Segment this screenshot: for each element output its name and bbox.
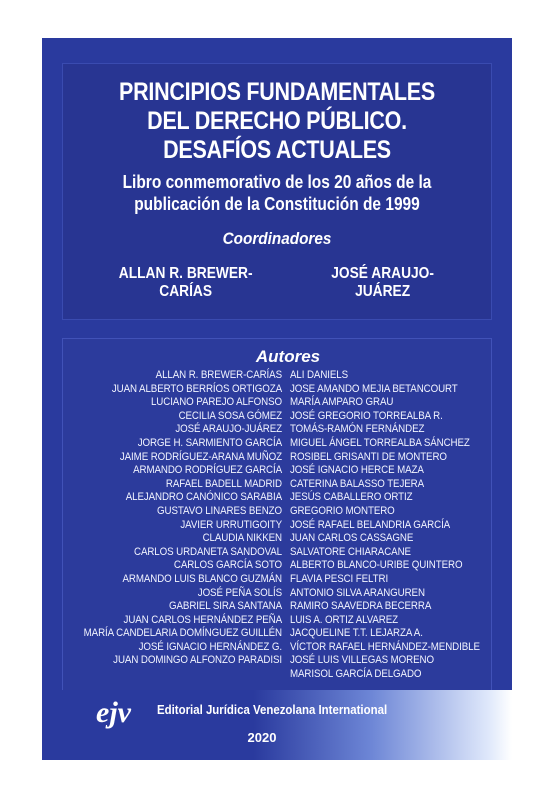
author-name: JOSÉ LUIS VILLEGAS MORENO [290, 654, 434, 667]
author-name: ALEJANDRO CANÓNICO SARABIA [125, 491, 282, 504]
author-name: JOSÉ ARAUJO-JUÁREZ [175, 423, 282, 436]
author-name: ANTONIO SILVA ARANGUREN [290, 586, 425, 599]
author-name: JAIME RODRÍGUEZ-ARANA MUÑOZ [119, 450, 282, 463]
coordinator-name: ALLAN R. BREWER-CARÍAS [118, 265, 253, 300]
publisher-logo [94, 692, 154, 732]
author-name: CATERINA BALASSO TEJERA [290, 477, 425, 490]
coordinators-list [93, 265, 461, 301]
title-line: DEL DERECHO PÚBLICO. [147, 107, 407, 135]
authors-panel [62, 338, 492, 726]
author-name: JOSÉ IGNACIO HERNÁNDEZ G. [138, 640, 282, 653]
author-name: RAFAEL BADELL MADRID [165, 477, 282, 490]
author-name: CECILIA SOSA GÓMEZ [178, 409, 282, 422]
author-name: MARISOL GARCÍA DELGADO [290, 668, 422, 681]
author-name: JOSÉ GREGORIO TORREALBA R. [290, 409, 443, 422]
title-line: DESAFÍOS ACTUALES [163, 136, 391, 164]
author-name: CARLOS GARCÍA SOTO [173, 559, 282, 572]
author-name: ALI DANIELS [290, 369, 349, 381]
subtitle-line: Libro conmemorativo de los 20 años de la [122, 172, 432, 192]
author-name: JOSÉ PEÑA SOLÍS [197, 586, 282, 599]
author-name: JUAN CARLOS CASSAGNE [290, 532, 414, 545]
author-name: ARMANDO RODRÍGUEZ GARCÍA [133, 464, 282, 477]
logo-text: ejv [96, 696, 131, 729]
author-name: JACQUELINE T.T. LEJARZA A. [290, 627, 423, 640]
author-name: MARÍA CANDELARIA DOMÍNGUEZ GUILLÉN [83, 627, 282, 640]
author-name: JESÚS CABALLERO ORTIZ [290, 491, 413, 504]
publisher-name: Editorial Jurídica Venezolana International [157, 702, 388, 717]
title-line: PRINCIPIOS FUNDAMENTALES [119, 78, 435, 106]
author-name: FLAVIA PESCI FELTRI [290, 572, 389, 585]
author-name: TOMÁS-RAMÓN FERNÁNDEZ [290, 423, 425, 436]
authors-column-left [63, 369, 290, 682]
book-title [93, 78, 461, 165]
author-name: GUSTAVO LINARES BENZO [157, 504, 282, 517]
authors-label: Autores [255, 347, 321, 366]
author-name: MIGUEL ÁNGEL TORREALBA SÁNCHEZ [290, 436, 470, 449]
coordinator-name: JOSÉ ARAUJO-JUÁREZ [331, 265, 434, 300]
author-name: JUAN ALBERTO BERRÍOS ORTIGOZA [111, 382, 283, 395]
author-name: JOSÉ IGNACIO HERCE MAZA [290, 464, 424, 477]
author-name: JUAN CARLOS HERNÁNDEZ PEÑA [123, 613, 282, 626]
author-name: RAMIRO SAAVEDRA BECERRA [290, 600, 432, 613]
author-name: JOSÉ RAFAEL BELANDRIA GARCÍA [290, 518, 451, 531]
author-name: JUAN DOMINGO ALFONZO PARADISI [113, 654, 282, 667]
publication-year: 2020 [247, 730, 277, 745]
publisher-band [42, 690, 512, 760]
book-cover [42, 38, 512, 760]
authors-column-right [290, 369, 490, 682]
author-name: ARMANDO LUIS BLANCO GUZMÁN [122, 572, 282, 585]
title-panel [62, 63, 492, 320]
author-name: GABRIEL SIRA SANTANA [169, 600, 282, 613]
author-name: CLAUDIA NIKKEN [202, 532, 282, 545]
author-name: CARLOS URDANETA SANDOVAL [133, 545, 282, 558]
author-name: JAVIER URRUTIGOITY [180, 518, 282, 531]
author-name: LUIS A. ORTIZ ALVAREZ [290, 613, 399, 626]
author-name: SALVATORE CHIARACANE [290, 545, 411, 558]
coordinators-label: Coordinadores [222, 229, 332, 248]
author-name: LUCIANO PAREJO ALFONSO [150, 396, 282, 409]
author-name: JOSE AMANDO MEJIA BETANCOURT [290, 382, 458, 395]
author-name: ALLAN R. BREWER-CARÍAS [155, 369, 282, 381]
author-name: JORGE H. SARMIENTO GARCÍA [137, 436, 282, 449]
author-name: MARÍA AMPARO GRAU [290, 396, 394, 409]
subtitle-line: publicación de la Constitución de 1999 [134, 194, 420, 214]
author-name: ALBERTO BLANCO-URIBE QUINTERO [290, 559, 463, 572]
book-subtitle [93, 171, 461, 215]
author-name: ROSIBEL GRISANTI DE MONTERO [290, 450, 447, 463]
author-name: GREGORIO MONTERO [290, 504, 395, 517]
author-name: VÍCTOR RAFAEL HERNÁNDEZ-MENDIBLE [290, 640, 480, 653]
